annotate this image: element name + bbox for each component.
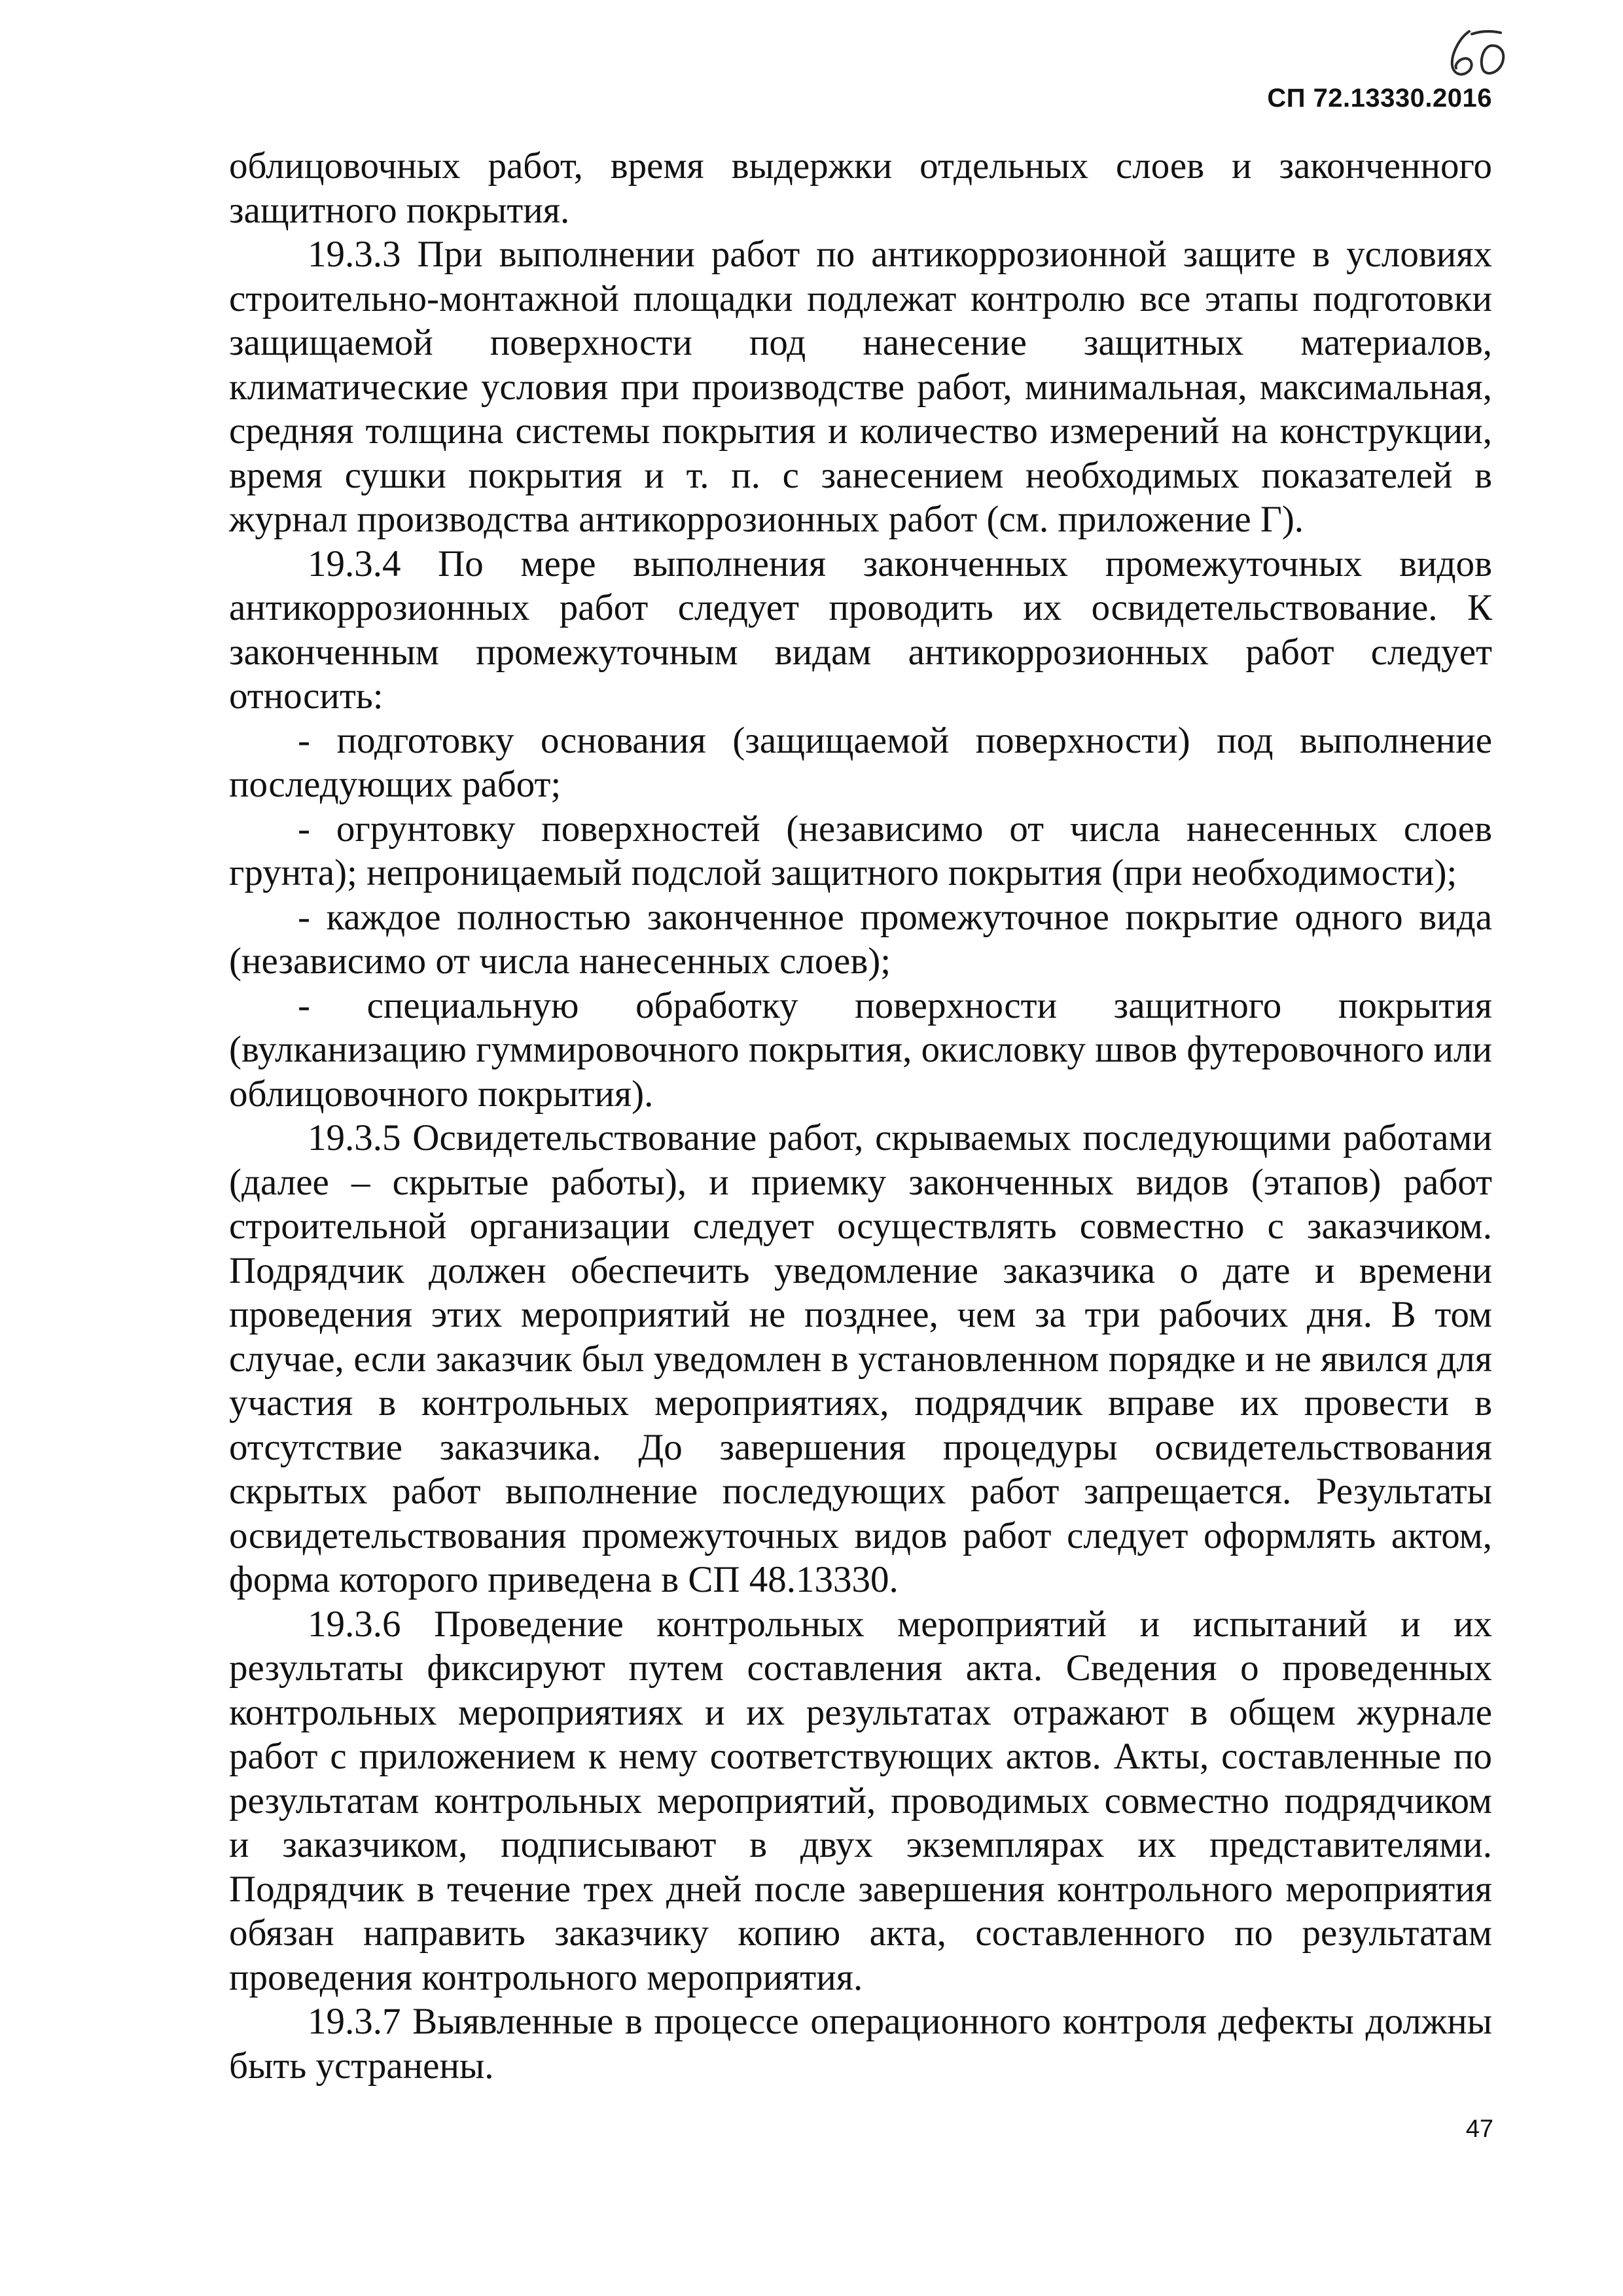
list-item: - огрунтовку поверхностей (независимо от числа нанесенных слоев грунта); непроницаемый подслой защитного покрытия (при необходимости); [229,808,1492,893]
page-number: 47 [1465,2115,1493,2143]
paragraph-19-3-7: 19.3.7 Выявленные в процессе операционного контроля дефекты должны быть устранены. [229,2001,1492,2087]
paragraph-19-3-3: 19.3.3 При выполнении работ по антикоррозионной защите в условиях строительно-монтажной площадки подлежат контролю все этапы подготовки защищаемой поверхности под нанесение защитных материалов, климатические условия при производстве работ, минимальная, максимальная, средняя толщина системы покрытия и количество измерений на конструкции, время сушки покрытия и т. п. с занесением необходимых показателей в журнал производства антикоррозионных работ (см. приложение Г). [229,234,1492,540]
body-text [229,144,1492,2088]
list-item: - каждое полностью законченное промежуточное покрытие одного вида (независимо от числа нанесенных слоев); [229,896,1492,982]
paragraph-19-3-6: 19.3.6 Проведение контрольных мероприятий и испытаний и их результаты фиксируют путем составления акта. Сведения о проведенных контрольных мероприятиях и их результатах отражают в общем журнале работ с приложением к нему соответствующих актов. Акты, составленные по результатам контрольных мероприятий, проводимых совместно подрядчиком и заказчиком, подписывают в двух экземплярах их представителями. Подрядчик в течение трех дней после завершения контрольного мероприятия обязан направить заказчику копию акта, составленного по результатам проведения контрольного мероприятия. [229,1603,1492,1998]
list-item: - специальную обработку поверхности защитного покрытия (вулканизацию гуммировочного покрытия, окисловку швов футеровочного или облицовочного покрытия). [229,984,1492,1115]
paragraph-19-3-4: 19.3.4 По мере выполнения законченных промежуточных видов антикоррозионных работ следует проводить их освидетельствование. К законченным промежуточным видам антикоррозионных работ следует относить: [229,543,1492,717]
paragraph-19-3-5: 19.3.5 Освидетельствование работ, скрываемых последующими работами (далее – скрытые работы), и приемку законченных видов (этапов) работ строительной организации следует осуществлять совместно с заказчиком. Подрядчик должен обеспечить уведомление заказчика о дате и времени проведения этих мероприятий не позднее, чем за три рабочих дня. В том случае, если заказчик был уведомлен в установленном порядке и не явился для участия в контрольных мероприятиях, подрядчик вправе их провести в отсутствие заказчика. До завершения процедуры освидетельствования скрытых работ выполнение последующих работ запрещается. Результаты освидетельствования промежуточных видов работ следует оформлять актом, форма которого приведена в СП 48.13330. [229,1117,1492,1600]
handwritten-page-mark [1443,25,1515,84]
list-item: - подготовку основания (защищаемой поверхности) под выполнение последующих работ; [229,719,1492,805]
paragraph-continuation: облицовочных работ, время выдержки отдельных слоев и законченного защитного покрытия. [229,145,1492,231]
document-code: СП 72.13330.2016 [1267,84,1492,113]
